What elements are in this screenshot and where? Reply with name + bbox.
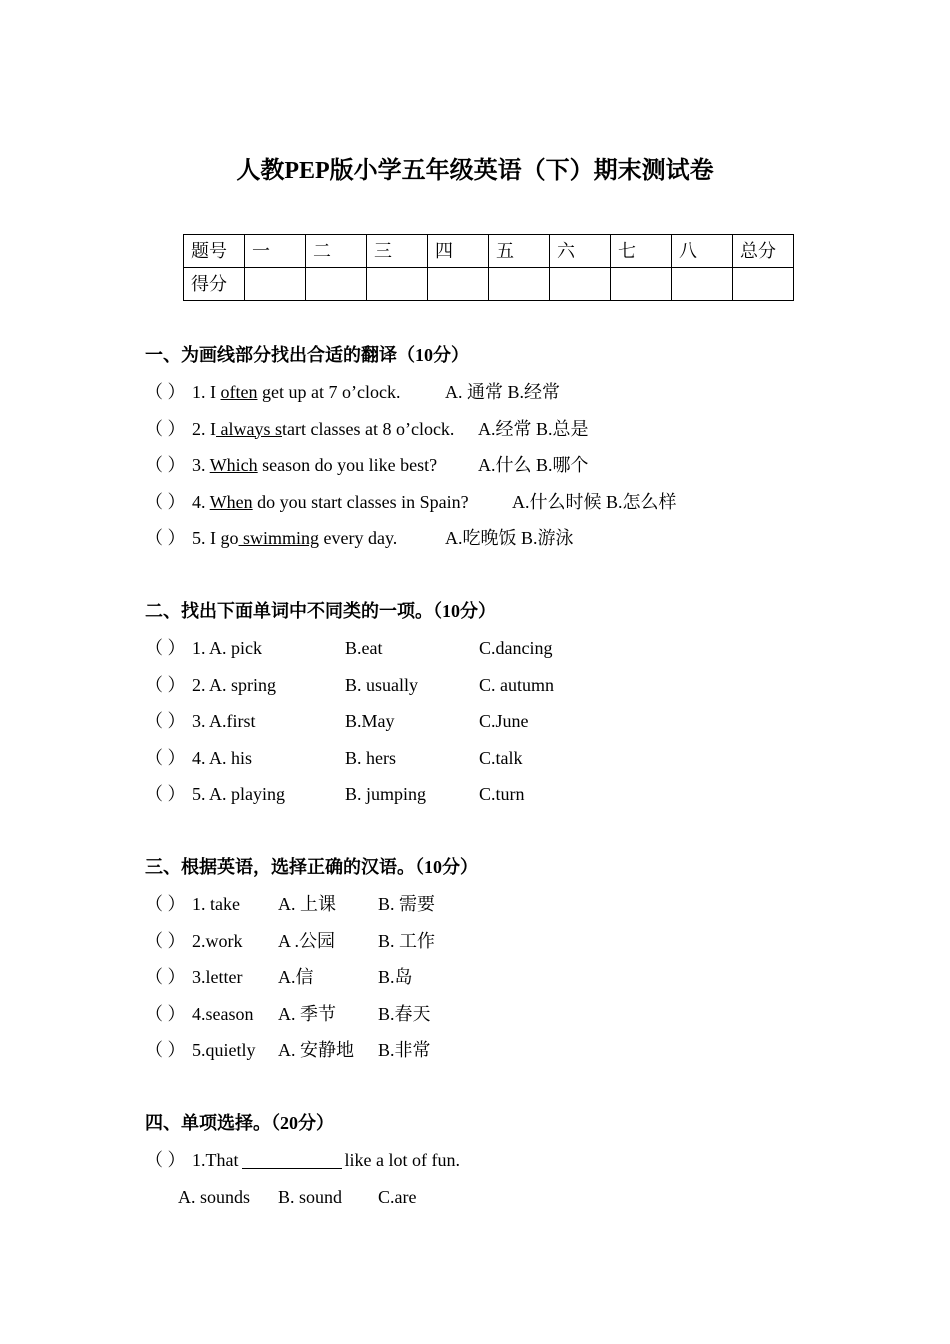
score-input-cell[interactable] bbox=[245, 268, 306, 301]
question-pre: 2. I bbox=[192, 418, 216, 439]
score-input-cell[interactable] bbox=[367, 268, 428, 301]
options: A. 通常 B.经常 bbox=[445, 382, 561, 402]
score-header-cell: 五 bbox=[489, 235, 550, 268]
underlined-word: often bbox=[220, 382, 258, 402]
option-b: B.May bbox=[345, 711, 395, 732]
header-row bbox=[184, 235, 794, 268]
option-a: 5. A. playing bbox=[192, 784, 285, 805]
word: 5.quietly bbox=[192, 1040, 256, 1061]
answer-paren: （ ） bbox=[145, 784, 186, 805]
option-b: B.春天 bbox=[378, 1003, 431, 1024]
option-a: A .公园 bbox=[278, 930, 336, 951]
score-header-cell: 三 bbox=[367, 235, 428, 268]
question-row bbox=[145, 630, 905, 667]
question-row bbox=[145, 374, 905, 411]
answer-paren: （ ） bbox=[145, 894, 186, 914]
question-post: season do you like best? bbox=[257, 455, 438, 476]
question-row bbox=[145, 447, 905, 484]
question-text bbox=[192, 520, 397, 557]
question-row bbox=[145, 703, 905, 740]
answer-paren: （ ） bbox=[145, 491, 186, 512]
answer-paren: （ ） bbox=[145, 1040, 186, 1061]
question-row bbox=[145, 996, 905, 1033]
question-post: get up at 7 o’clock. bbox=[257, 382, 401, 402]
option-b: B. 需要 bbox=[378, 894, 436, 914]
section-1 bbox=[145, 337, 905, 557]
page-title: 人教PEP版小学五年级英语（下）期末测试卷 bbox=[236, 158, 714, 184]
options: A.经常 B.总是 bbox=[478, 418, 589, 439]
section-3 bbox=[145, 849, 905, 1069]
option-a: 2. A. spring bbox=[192, 674, 277, 695]
word: 1. take bbox=[192, 894, 240, 914]
question-row bbox=[145, 740, 905, 777]
section-heading: 一、为画线部分找出合适的翻译（10分） bbox=[145, 345, 469, 365]
score-label-cell: 得分 bbox=[184, 268, 245, 301]
answer-paren: （ ） bbox=[145, 1150, 186, 1170]
underlined-word: always s bbox=[216, 418, 282, 439]
question-row bbox=[145, 959, 905, 996]
option-c: C.dancing bbox=[479, 638, 553, 658]
option-a: A. sounds bbox=[178, 1186, 251, 1207]
section-heading: 四、单项选择。（20分） bbox=[145, 1113, 334, 1133]
option-b: B. sound bbox=[278, 1186, 343, 1207]
answer-paren: （ ） bbox=[145, 638, 186, 658]
option-b: B.岛 bbox=[378, 967, 413, 988]
option-b: B.非常 bbox=[378, 1040, 431, 1061]
option-a: 1. A. pick bbox=[192, 638, 262, 658]
answer-paren: （ ） bbox=[145, 455, 186, 476]
score-input-cell[interactable] bbox=[733, 268, 794, 301]
options: A.什么 B.哪个 bbox=[478, 455, 589, 476]
question-row bbox=[145, 411, 905, 448]
option-b: B. jumping bbox=[345, 784, 427, 805]
answer-paren: （ ） bbox=[145, 382, 186, 402]
option-c: C.June bbox=[479, 711, 529, 732]
question-pre: 4. bbox=[192, 491, 210, 512]
question-text bbox=[192, 374, 400, 411]
options: A.什么时候 B.怎么样 bbox=[512, 491, 677, 512]
answer-paren: （ ） bbox=[145, 418, 186, 439]
option-b: B. usually bbox=[345, 674, 419, 695]
score-header-cell: 题号 bbox=[184, 235, 245, 268]
word: 3.letter bbox=[192, 967, 243, 988]
question-row bbox=[145, 923, 905, 960]
question-pre: 3. bbox=[192, 455, 210, 476]
question-text bbox=[192, 484, 469, 521]
option-c: C.talk bbox=[479, 747, 523, 768]
question-row bbox=[145, 1032, 905, 1069]
underlined-word: swimming bbox=[238, 528, 320, 549]
section-2 bbox=[145, 593, 905, 813]
score-header-cell: 二 bbox=[306, 235, 367, 268]
answer-paren: （ ） bbox=[145, 747, 186, 768]
option-a: A. 上课 bbox=[278, 894, 336, 914]
score-input-cell[interactable] bbox=[611, 268, 672, 301]
score-input-cell[interactable] bbox=[489, 268, 550, 301]
options: A.吃晚饭 B.游泳 bbox=[445, 528, 574, 549]
option-c: C.turn bbox=[479, 784, 525, 805]
score-input-cell[interactable] bbox=[550, 268, 611, 301]
answer-paren: （ ） bbox=[145, 1003, 186, 1024]
answer-paren: （ ） bbox=[145, 967, 186, 988]
answer-blank[interactable] bbox=[242, 1148, 342, 1169]
question-row bbox=[145, 667, 905, 704]
option-a: A. 安静地 bbox=[278, 1040, 354, 1061]
answer-paren: （ ） bbox=[145, 674, 186, 695]
question-post: every day. bbox=[319, 528, 398, 549]
question-row bbox=[145, 520, 905, 557]
question-row bbox=[145, 1142, 905, 1179]
score-table bbox=[183, 234, 794, 301]
question-text bbox=[192, 447, 437, 484]
option-a: A. 季节 bbox=[278, 1003, 336, 1024]
option-a: 3. A.first bbox=[192, 711, 256, 732]
question-row bbox=[145, 484, 905, 521]
options-row bbox=[145, 1179, 905, 1216]
underlined-word: When bbox=[209, 491, 253, 512]
option-a: 4. A. his bbox=[192, 747, 253, 768]
question-post: do you start classes in Spain? bbox=[252, 491, 469, 512]
answer-paren: （ ） bbox=[145, 528, 186, 549]
score-input-cell[interactable] bbox=[306, 268, 367, 301]
question-pre: 5. I go bbox=[192, 528, 239, 549]
question-pre: 1. I bbox=[192, 382, 221, 402]
option-b: B.eat bbox=[345, 638, 383, 658]
score-header-cell: 七 bbox=[611, 235, 672, 268]
question-pre: 1.That bbox=[192, 1150, 239, 1170]
question-text bbox=[192, 1142, 460, 1179]
option-c: C.are bbox=[378, 1186, 417, 1207]
option-b: B. hers bbox=[345, 747, 396, 768]
score-input-cell[interactable] bbox=[428, 268, 489, 301]
answer-paren: （ ） bbox=[145, 930, 186, 951]
question-row bbox=[145, 776, 905, 813]
option-a: A.信 bbox=[278, 967, 314, 988]
score-input-cell[interactable] bbox=[672, 268, 733, 301]
answer-paren: （ ） bbox=[145, 711, 186, 732]
word: 4.season bbox=[192, 1003, 254, 1024]
word: 2.work bbox=[192, 930, 243, 951]
question-post: tart classes at 8 o’clock. bbox=[282, 418, 455, 439]
score-header-cell: 总分 bbox=[733, 235, 794, 268]
section-heading: 三、根据英语，选择正确的汉语。（10分） bbox=[145, 857, 478, 877]
question-row bbox=[145, 886, 905, 923]
option-b: B. 工作 bbox=[378, 930, 436, 951]
option-c: C. autumn bbox=[479, 674, 554, 695]
underlined-word: Which bbox=[209, 455, 258, 476]
score-header-cell: 八 bbox=[672, 235, 733, 268]
score-header-cell: 一 bbox=[245, 235, 306, 268]
score-row bbox=[184, 268, 794, 301]
score-header-cell: 六 bbox=[550, 235, 611, 268]
section-heading: 二、找出下面单词中不同类的一项。（10分） bbox=[145, 601, 496, 621]
section-4 bbox=[145, 1105, 905, 1215]
score-header-cell: 四 bbox=[428, 235, 489, 268]
question-post: like a lot of fun. bbox=[344, 1150, 460, 1170]
question-text bbox=[192, 411, 454, 448]
